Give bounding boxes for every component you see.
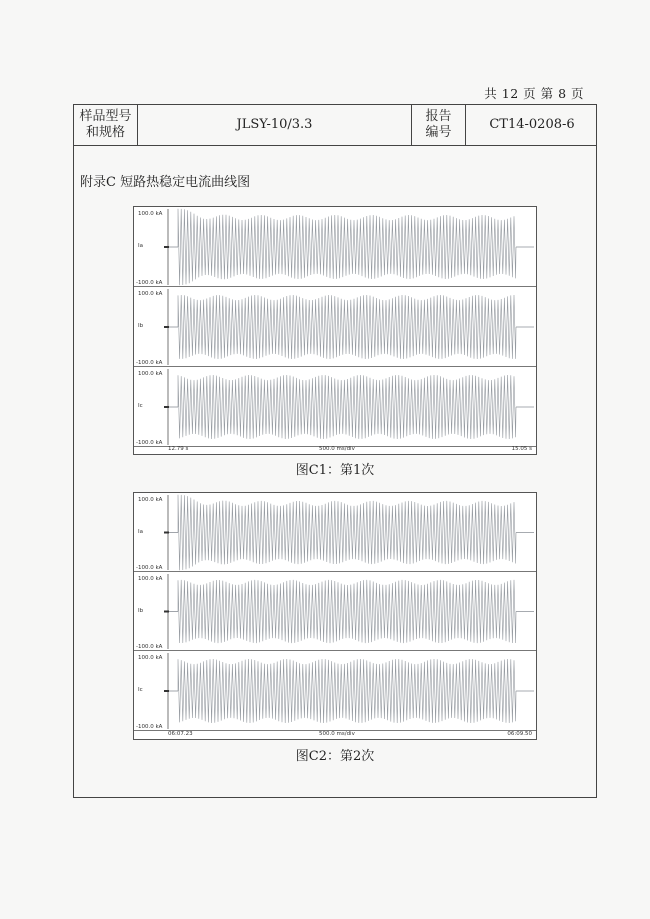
report-frame (73, 104, 597, 798)
y-bottom-label: -100.0 kA (136, 360, 163, 366)
time-start: 06:07.23 (168, 731, 193, 737)
channel-name: Ic (138, 687, 143, 693)
y-top-label: 100.0 kA (138, 211, 163, 217)
time-end: 06:09.50 (507, 731, 532, 737)
y-top-label: 100.0 kA (138, 655, 163, 661)
time-per-div: 500.0 ms/div (319, 446, 355, 452)
appendix-title: 附录C 短路热稳定电流曲线图 (80, 175, 251, 190)
report-header-table (74, 105, 596, 146)
current-trace (178, 659, 516, 723)
figure-caption-c1: 图C1：第1次 (295, 463, 375, 478)
time-start: 12.79 s (168, 446, 189, 452)
channel-name: Ia (138, 243, 143, 249)
model-value: JLSY-10/3.3 (138, 105, 412, 145)
y-top-label: 100.0 kA (138, 291, 163, 297)
current-trace (178, 209, 516, 286)
channel-panel (134, 651, 536, 731)
y-bottom-label: -100.0 kA (136, 724, 163, 730)
page-number: 共 12 页 第 8 页 (484, 86, 584, 101)
waveform-ia (134, 493, 536, 572)
y-bottom-label: -100.0 kA (136, 565, 163, 571)
time-end: 15.05 s (511, 446, 532, 452)
y-bottom-label: -100.0 kA (136, 644, 163, 650)
channel-name: Ia (138, 529, 143, 535)
model-label: 样品型号 和规格 (74, 105, 138, 145)
channel-panel (134, 367, 536, 447)
channel-name: Ib (138, 608, 144, 614)
channel-panel (134, 207, 536, 287)
channel-panel (134, 493, 536, 572)
y-bottom-label: -100.0 kA (136, 280, 163, 286)
waveform-ib (134, 572, 536, 651)
current-trace (178, 580, 516, 643)
y-bottom-label: -100.0 kA (136, 440, 163, 446)
waveform-ia (134, 207, 536, 287)
figure-caption-c2: 图C2：第2次 (295, 749, 375, 764)
current-trace (178, 375, 516, 439)
time-axis (134, 445, 536, 454)
oscillogram-c2 (133, 492, 537, 740)
channel-name: Ib (138, 323, 144, 329)
channel-panel (134, 287, 536, 367)
y-top-label: 100.0 kA (138, 497, 163, 503)
oscillogram-c1 (133, 206, 537, 455)
y-top-label: 100.0 kA (138, 371, 163, 377)
time-per-div: 500.0 ms/div (319, 731, 355, 737)
waveform-ib (134, 287, 536, 367)
report-label: 报告 编号 (412, 105, 466, 145)
channel-name: Ic (138, 403, 143, 409)
time-axis (134, 730, 536, 739)
current-trace (178, 295, 516, 359)
current-trace (178, 495, 516, 571)
waveform-ic (134, 651, 536, 731)
report-number: CT14-0208-6 (489, 117, 575, 132)
y-top-label: 100.0 kA (138, 576, 163, 582)
waveform-ic (134, 367, 536, 447)
channel-panel (134, 572, 536, 651)
